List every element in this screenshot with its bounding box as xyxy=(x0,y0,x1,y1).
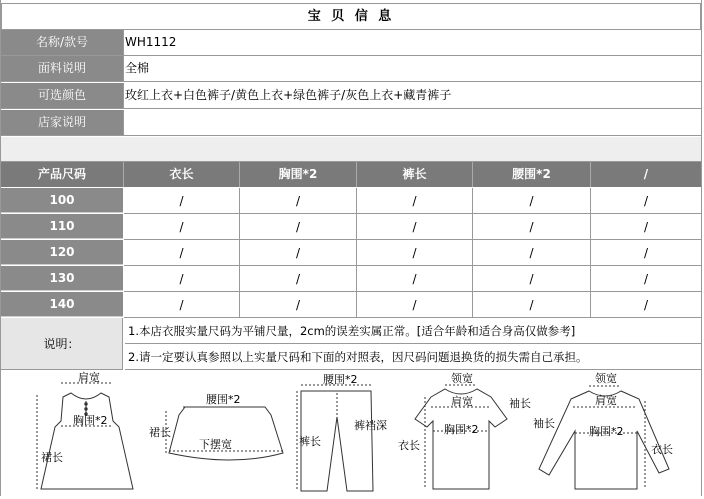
table-cell: / xyxy=(240,214,357,240)
dress-shoulder-label: 肩宽 xyxy=(78,371,100,384)
table-cell: / xyxy=(124,188,240,214)
table-cell: / xyxy=(124,240,240,266)
table-cell: / xyxy=(240,240,357,266)
dress-chest-label: 胸围*2 xyxy=(73,414,108,427)
note-line: 1.本店衣服实量尺码为平铺尺量，2cm的误差实属正常。[适合年龄和适合身高仅做参考] xyxy=(125,318,701,344)
table-cell: / xyxy=(591,240,701,266)
size-label: 140 xyxy=(1,292,123,317)
longsleeve-length-label: 衣长 xyxy=(651,443,673,456)
table-cell: / xyxy=(240,188,357,214)
tshirt-diagram xyxy=(398,371,531,489)
size-label: 120 xyxy=(1,240,123,265)
tshirt-collar-label: 领宽 xyxy=(451,372,473,385)
table-cell: / xyxy=(473,240,591,266)
longsleeve-shoulder-label: 肩宽 xyxy=(595,394,617,407)
info-value xyxy=(125,110,701,135)
info-row-shop-note xyxy=(1,110,701,136)
info-row-fabric xyxy=(1,56,701,82)
table-cell: / xyxy=(357,266,473,292)
tshirt-chest-label: 胸围*2 xyxy=(444,423,479,436)
longsleeve-collar-label: 领宽 xyxy=(595,372,617,385)
table-cell: / xyxy=(124,292,240,318)
sheet-title: 宝 贝 信 息 xyxy=(1,3,701,30)
size-header: / xyxy=(591,162,701,187)
table-cell: / xyxy=(591,292,701,318)
table-cell: / xyxy=(591,188,701,214)
dress-diagram xyxy=(37,371,133,489)
tshirt-length-label: 衣长 xyxy=(398,439,420,452)
measurement-diagram xyxy=(1,371,701,496)
table-cell: / xyxy=(473,292,591,318)
skirt-hem-label: 下摆宽 xyxy=(199,438,232,451)
table-cell: / xyxy=(357,240,473,266)
table-cell: / xyxy=(473,214,591,240)
size-header: 产品尺码 xyxy=(1,162,124,187)
info-label: 面料说明 xyxy=(1,56,124,81)
info-row-name xyxy=(1,30,701,56)
info-value: WH1112 xyxy=(125,35,177,49)
info-row-colors xyxy=(1,83,701,109)
skirt-diagram xyxy=(149,393,283,460)
section-divider xyxy=(1,137,701,162)
longsleeve-sleeve-label: 袖长 xyxy=(533,417,555,430)
skirt-waist-label: 腰围*2 xyxy=(206,393,241,406)
info-label: 可选颜色 xyxy=(1,83,124,108)
pants-diagram xyxy=(297,373,387,491)
table-cell: / xyxy=(473,266,591,292)
longsleeve-chest-label: 胸围*2 xyxy=(589,425,624,438)
tshirt-shoulder-label: 肩宽 xyxy=(451,395,473,408)
tshirt-sleeve-label: 袖长 xyxy=(509,397,531,410)
size-header: 衣长 xyxy=(124,162,240,187)
info-value: 玫红上衣+白色裤子/黄色上衣+绿色裤子/灰色上衣+藏青裤子 xyxy=(125,88,452,102)
info-label: 店家说明 xyxy=(1,110,124,135)
info-label: 名称/款号 xyxy=(1,30,124,55)
size-header: 腰围*2 xyxy=(473,162,591,187)
table-cell: / xyxy=(124,266,240,292)
notes-label: 说明： xyxy=(1,318,123,370)
pants-length-label: 裤长 xyxy=(299,435,321,448)
size-label: 100 xyxy=(1,188,123,213)
table-cell: / xyxy=(473,188,591,214)
table-cell: / xyxy=(591,266,701,292)
table-cell: / xyxy=(357,188,473,214)
table-cell: / xyxy=(124,214,240,240)
size-label: 110 xyxy=(1,214,123,239)
info-value: 全棉 xyxy=(125,61,150,75)
table-cell: / xyxy=(240,266,357,292)
table-cell: / xyxy=(357,292,473,318)
dress-length-label: 裙长 xyxy=(41,451,63,464)
size-header: 裤长 xyxy=(357,162,473,187)
pants-rise-label: 裤裆深 xyxy=(354,419,387,432)
table-cell: / xyxy=(357,214,473,240)
table-cell: / xyxy=(591,214,701,240)
longsleeve-diagram xyxy=(533,371,673,489)
table-cell: / xyxy=(240,292,357,318)
pants-waist-label: 腰围*2 xyxy=(323,373,358,386)
size-header: 胸围*2 xyxy=(240,162,357,187)
size-label: 130 xyxy=(1,266,123,291)
note-line: 2.请一定要认真参照以上实量尺码和下面的对照表，因尺码问题退换货的损失需自己承担。 xyxy=(125,344,701,370)
skirt-length-label: 裙长 xyxy=(149,426,171,439)
